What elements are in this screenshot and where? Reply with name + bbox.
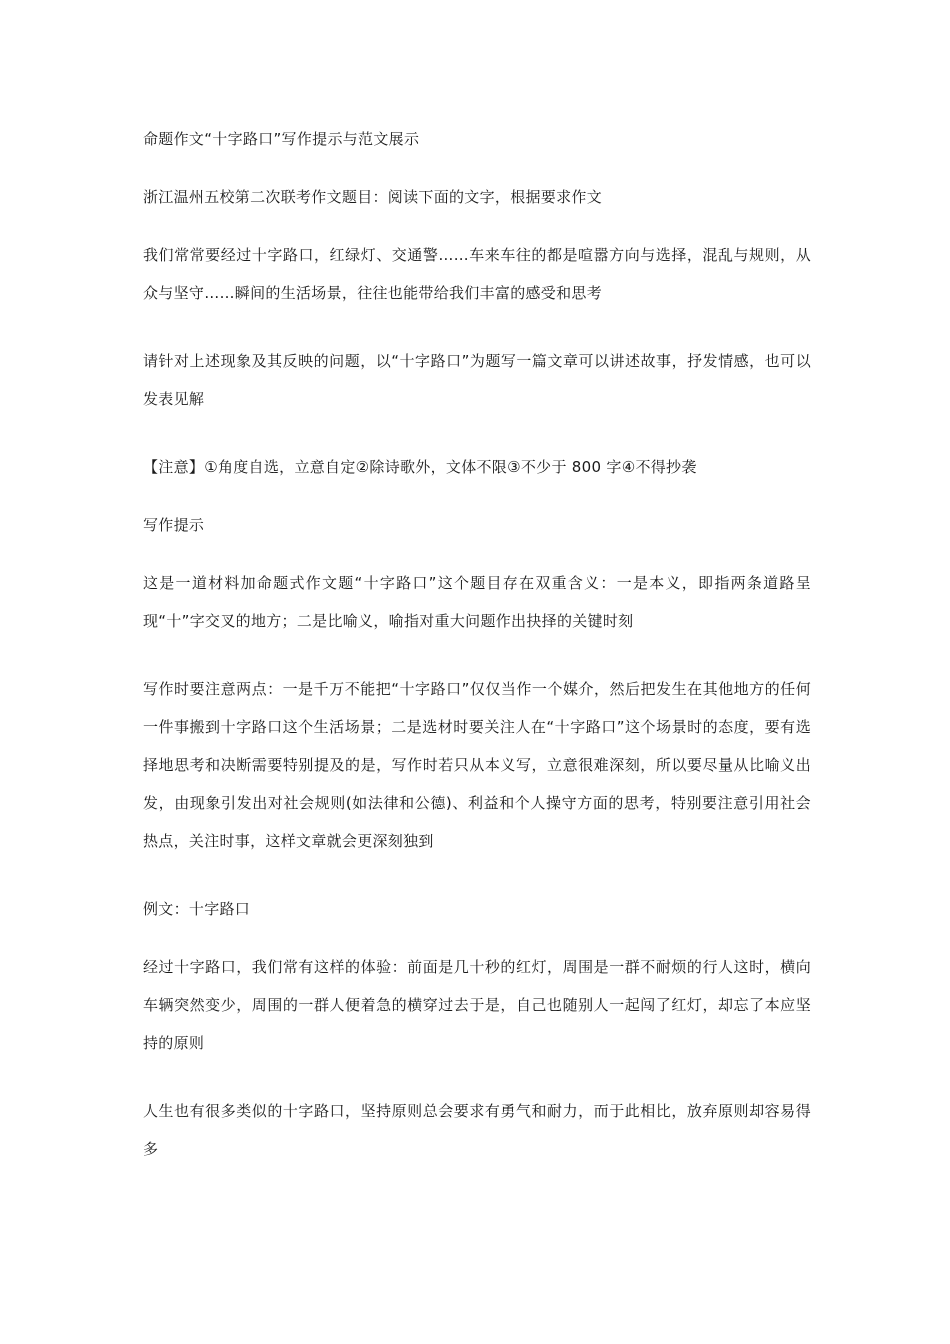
tips-heading: 写作提示 — [143, 516, 205, 534]
example-heading: 例文：十字路口 — [143, 900, 251, 918]
document-title: 命题作文“十字路口”写作提示与范文展示 — [143, 130, 420, 148]
requirement-paragraph: 请针对上述现象及其反映的问题，以“十字路口”为题写一篇文章可以讲述故事，抒发情感，也可以发表见解 — [143, 352, 811, 408]
tips-paragraph-1: 这是一道材料加命题式作文题“十字路口”这个题目存在双重含义：一是本义，即指两条道路呈现“十”字交叉的地方；二是比喻义，喻指对重大问题作出抉择的关键时刻 — [143, 574, 811, 630]
tips-paragraph-2: 写作时要注意两点：一是千万不能把“十字路口”仅仅当作一个媒介，然后把发生在其他地方的任何一件事搬到十字路口这个生活场景；二是选材时要关注人在“十字路口”这个场景时的态度，要有选择地思考和决断需要特别提及的是，写作时若只从本义写，立意很难深刻，所以要尽量从比喻义出发，由现象引发出对社会规则(如法律和公德)、利益和个人操守方面的思考，特别要注意引用社会热点，关注时事，这样文章就会更深刻独到 — [143, 680, 811, 850]
source-line: 浙江温州五校第二次联考作文题目：阅读下面的文字，根据要求作文 — [143, 188, 603, 206]
document-body — [143, 120, 811, 1198]
prompt-paragraph: 我们常常要经过十字路口，红绿灯、交通警……车来车往的都是喧嚣方向与选择，混乱与规则，从众与坚守……瞬间的生活场景，往往也能带给我们丰富的感受和思考 — [143, 246, 811, 302]
example-paragraph-1: 经过十字路口，我们常有这样的体验：前面是几十秒的红灯，周围是一群不耐烦的行人这时，横向车辆突然变少，周围的一群人便着急的横穿过去于是，自己也随别人一起闯了红灯，却忘了本应坚持的原则 — [143, 958, 811, 1052]
note-paragraph: 【注意】①角度自选，立意自定②除诗歌外，文体不限③不少于 800 字④不得抄袭 — [143, 458, 697, 476]
example-paragraph-2: 人生也有很多类似的十字路口，坚持原则总会要求有勇气和耐力，而于此相比，放弃原则却容易得多 — [143, 1102, 811, 1158]
